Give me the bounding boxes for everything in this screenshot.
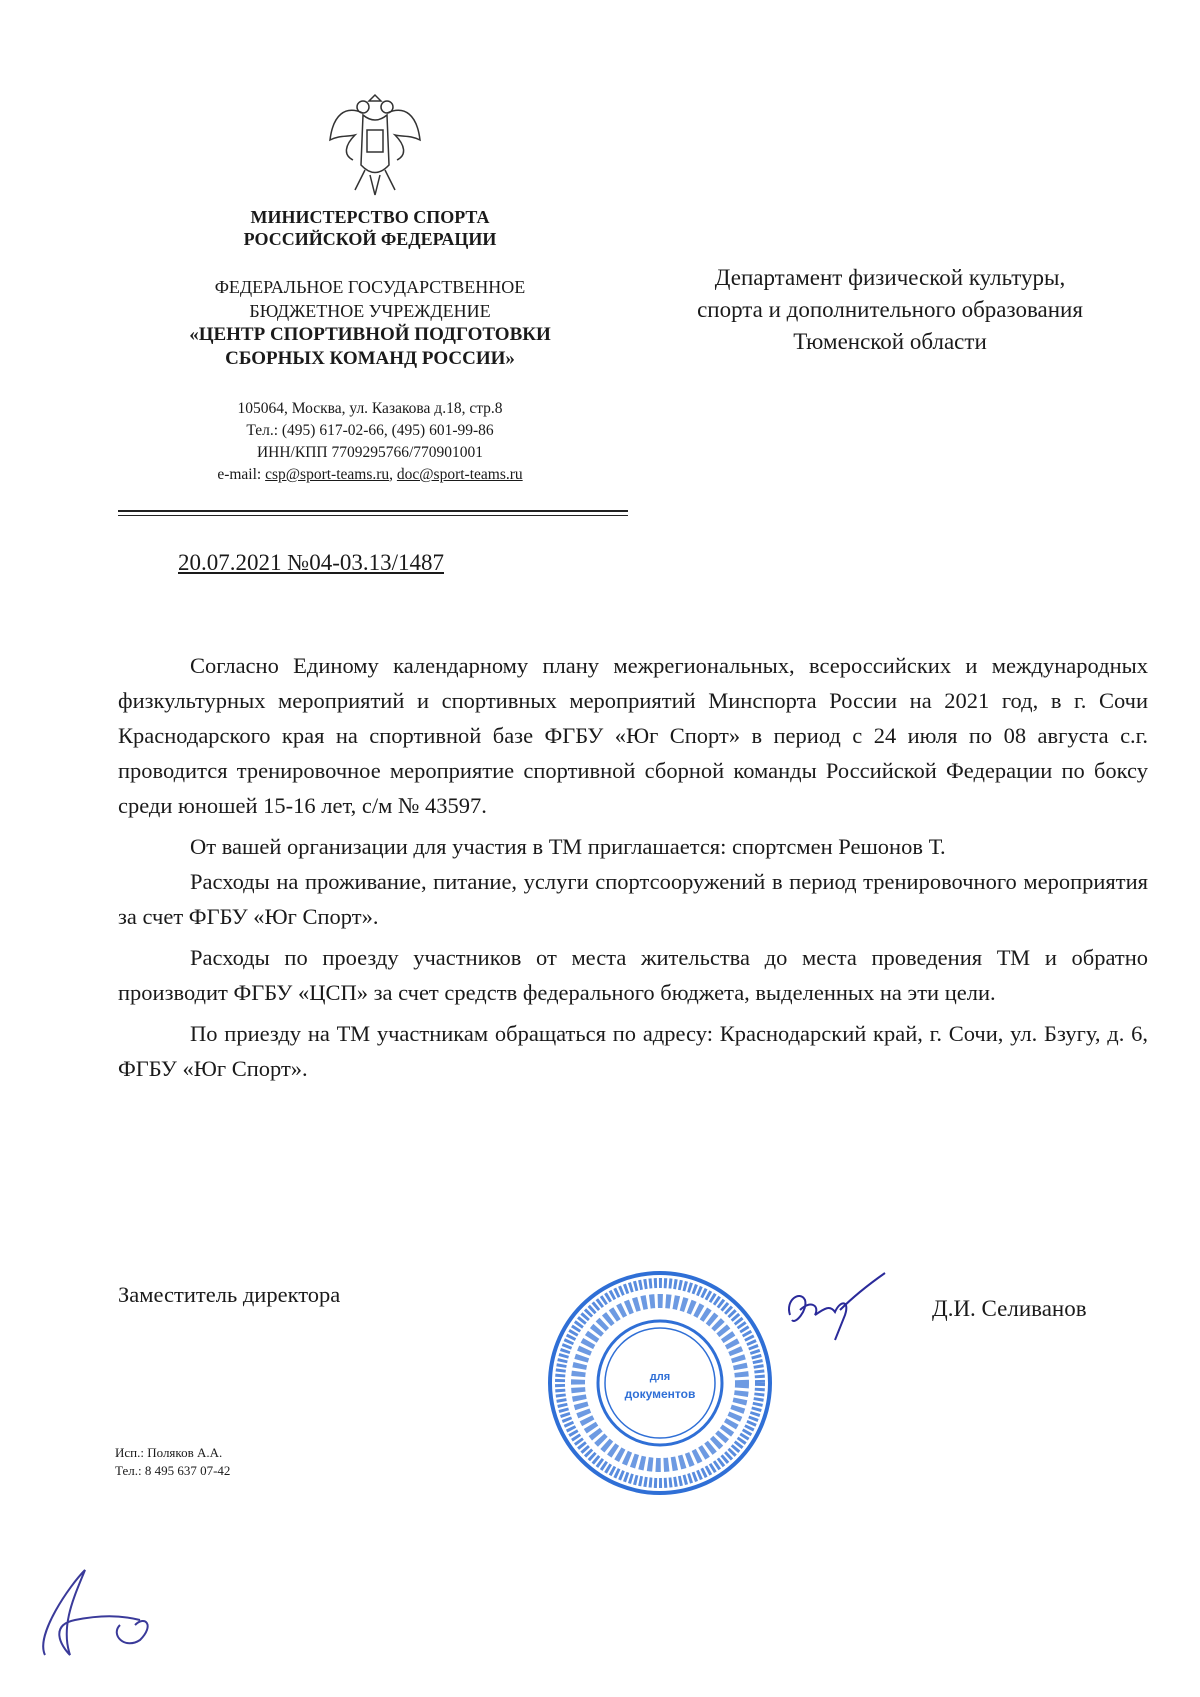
org-name-line: «ЦЕНТР СПОРТИВНОЙ ПОДГОТОВКИ — [189, 324, 551, 345]
header-divider — [118, 510, 628, 512]
coat-of-arms-emblem — [325, 85, 425, 200]
signer-name: Д.И. Селиванов — [932, 1296, 1087, 1321]
recipient-line: спорта и дополнительного образования — [697, 297, 1083, 322]
body-paragraph: Расходы по проезду участников от места жительства до места проведения ТМ и обратно производит ФГБУ «ЦСП» за счет средств федерального бюджета, выделенных на эти цели. — [118, 945, 1148, 1005]
svg-text:документов: документов — [624, 1387, 696, 1401]
body-paragraph: От вашей организации для участия в ТМ приглашается: спортсмен Решонов Т. — [190, 834, 946, 859]
organization-name — [140, 275, 600, 371]
ministry-name — [140, 206, 600, 250]
email-link-csp[interactable]: csp@sport-teams.ru — [265, 466, 390, 483]
org-type-line: БЮДЖЕТНОЕ УЧРЕЖДЕНИЕ — [249, 301, 491, 321]
executor-name: Исп.: Поляков А.А. — [115, 1445, 223, 1460]
phones: Тел.: (495) 617-02-66, (495) 601-99-86 — [246, 422, 494, 439]
ministry-line: РОССИЙСКОЙ ФЕДЕРАЦИИ — [243, 229, 497, 249]
signer-position: Заместитель директора — [118, 1282, 341, 1307]
recipient-line: Департамент физической культуры, — [714, 265, 1066, 290]
body-paragraph: По приезду на ТМ участникам обращаться по адресу: Краснодарский край, г. Сочи, ул. Бзугу, д. 6, ФГБУ «Юг Спорт». — [118, 1021, 1148, 1081]
email-separator: , — [389, 466, 397, 483]
org-type-line: ФЕДЕРАЛЬНОЕ ГОСУДАРСТВЕННОЕ — [214, 277, 526, 297]
organization-contacts — [140, 398, 600, 486]
recipient-block — [650, 262, 1130, 358]
email-link-doc[interactable]: doc@sport-teams.ru — [396, 466, 523, 483]
email-line — [140, 464, 600, 486]
svg-text:для: для — [649, 1371, 671, 1383]
letter-body — [118, 648, 1148, 1086]
address: 105064, Москва, ул. Казакова д.18, стр.8 — [237, 400, 503, 417]
document-number: 20.07.2021 №04-03.13/1487 — [178, 550, 444, 575]
body-paragraph: Расходы на проживание, питание, услуги спортсооружений в период тренировочного мероприятия за счет ФГБУ «Юг Спорт». — [118, 869, 1148, 929]
header-divider — [118, 515, 628, 516]
ministry-line: МИНИСТЕРСТВО СПОРТА — [250, 207, 490, 227]
handwritten-signature — [780, 1270, 890, 1350]
recipient-line: Тюменской области — [793, 329, 987, 354]
body-paragraph: Согласно Единому календарному плану межрегиональных, всероссийских и международных физкультурных мероприятий и спортивных мероприятий Минспорта России на 2021 год, в г. Сочи Краснодарского края на спортивной базе ФГБУ «Юг Спорт» в период с 24 июля по 08 августа с.г. проводится тренировочное мероприятие спортивной сборной команды Российской Федерации по боксу среди юношей 15-16 лет, с/м № 43597. — [118, 653, 1148, 818]
inn-kpp: ИНН/КПП 7709295766/770901001 — [256, 444, 484, 461]
handwritten-initials — [30, 1565, 170, 1665]
executor-info — [115, 1444, 230, 1480]
email-label: e-mail: — [217, 466, 266, 483]
org-name-line: СБОРНЫХ КОМАНД РОССИИ» — [225, 348, 515, 369]
executor-phone: Тел.: 8 495 637 07-42 — [115, 1463, 231, 1478]
official-stamp — [540, 1268, 780, 1498]
